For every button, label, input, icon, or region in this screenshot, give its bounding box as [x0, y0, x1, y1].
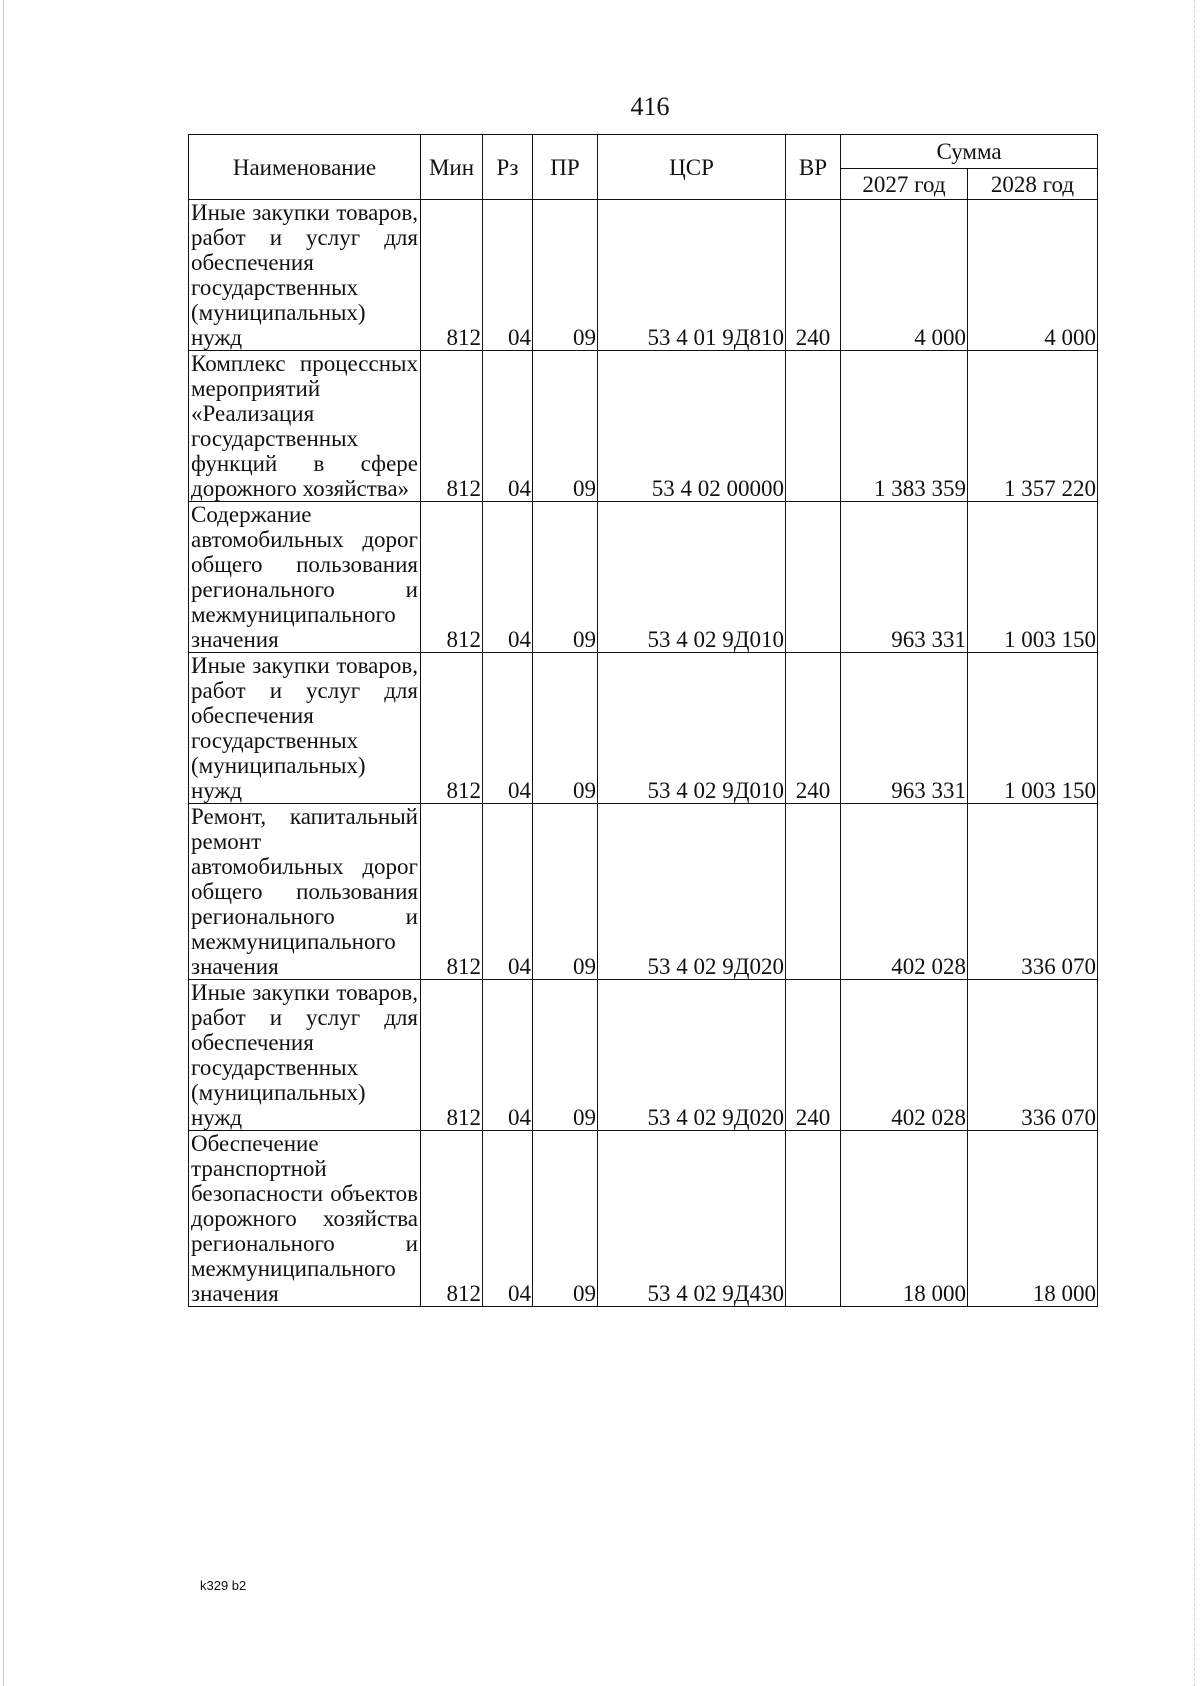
row-csr: 53 4 02 9Д020 [598, 980, 786, 1131]
header-pr: ПР [533, 135, 598, 200]
row-rz: 04 [483, 200, 533, 351]
table-row [189, 804, 1098, 980]
table-header [189, 135, 1098, 200]
row-min: 812 [421, 653, 483, 804]
row-vr [786, 502, 841, 653]
row-vr [786, 804, 841, 980]
row-min: 812 [421, 980, 483, 1131]
scan-right-edge [1194, 0, 1195, 1686]
row-sum-2028: 336 070 [968, 980, 1098, 1131]
row-pr: 09 [533, 200, 598, 351]
row-csr: 53 4 02 00000 [598, 351, 786, 502]
table-row [189, 502, 1098, 653]
row-sum-2028: 1 003 150 [968, 502, 1098, 653]
row-rz: 04 [483, 351, 533, 502]
row-name: Ремонт, капитальный ремонт автомобильных дорог общего пользования регионального и межмуниципального значения [189, 804, 421, 980]
row-sum-2027: 402 028 [841, 804, 968, 980]
row-name: Комплекс процессных мероприятий «Реализация государственных функций в сфере дорожного хозяйства» [189, 351, 421, 502]
header-year-2028: 2028 год [968, 169, 1098, 200]
row-pr: 09 [533, 502, 598, 653]
row-sum-2028: 4 000 [968, 200, 1098, 351]
row-pr: 09 [533, 351, 598, 502]
row-sum-2027: 4 000 [841, 200, 968, 351]
row-rz: 04 [483, 804, 533, 980]
header-sum: Сумма [841, 135, 1098, 169]
table-row [189, 351, 1098, 502]
header-min: Мин [421, 135, 483, 200]
row-sum-2028: 336 070 [968, 804, 1098, 980]
row-sum-2027: 1 383 359 [841, 351, 968, 502]
row-pr: 09 [533, 980, 598, 1131]
row-vr: 240 [786, 200, 841, 351]
row-min: 812 [421, 804, 483, 980]
row-csr: 53 4 01 9Д810 [598, 200, 786, 351]
row-csr: 53 4 02 9Д020 [598, 804, 786, 980]
table-row [189, 653, 1098, 804]
row-name: Иные закупки товаров, работ и услуг для обеспечения государственных (муниципальных) нужд [189, 653, 421, 804]
header-rz: Рз [483, 135, 533, 200]
header-csr: ЦСР [598, 135, 786, 200]
budget-table [188, 134, 1098, 1307]
row-name: Содержание автомобильных дорог общего пользования регионального и межмуниципального значения [189, 502, 421, 653]
row-rz: 04 [483, 1131, 533, 1307]
table-row [189, 980, 1098, 1131]
row-min: 812 [421, 200, 483, 351]
row-min: 812 [421, 351, 483, 502]
table-row [189, 200, 1098, 351]
row-pr: 09 [533, 653, 598, 804]
row-vr [786, 1131, 841, 1307]
document-code: k329 b2 [200, 1578, 247, 1593]
header-vr: ВР [786, 135, 841, 200]
scan-left-edge [3, 0, 4, 1686]
row-sum-2027: 963 331 [841, 502, 968, 653]
table-body [189, 200, 1098, 1307]
row-pr: 09 [533, 804, 598, 980]
row-csr: 53 4 02 9Д010 [598, 653, 786, 804]
row-csr: 53 4 02 9Д430 [598, 1131, 786, 1307]
row-csr: 53 4 02 9Д010 [598, 502, 786, 653]
row-name: Иные закупки товаров, работ и услуг для обеспечения государственных (муниципальных) нужд [189, 200, 421, 351]
row-rz: 04 [483, 502, 533, 653]
row-sum-2027: 402 028 [841, 980, 968, 1131]
page-number: 416 [630, 92, 670, 121]
row-min: 812 [421, 1131, 483, 1307]
row-rz: 04 [483, 653, 533, 804]
row-min: 812 [421, 502, 483, 653]
row-sum-2028: 1 003 150 [968, 653, 1098, 804]
row-name: Обеспечение транспортной безопасности объектов дорожного хозяйства регионального и межмуниципального значения [189, 1131, 421, 1307]
table-row [189, 1131, 1098, 1307]
row-rz: 04 [483, 980, 533, 1131]
row-sum-2027: 18 000 [841, 1131, 968, 1307]
row-sum-2028: 18 000 [968, 1131, 1098, 1307]
row-sum-2027: 963 331 [841, 653, 968, 804]
row-vr: 240 [786, 980, 841, 1131]
header-name: Наименование [189, 135, 421, 200]
row-vr: 240 [786, 653, 841, 804]
row-sum-2028: 1 357 220 [968, 351, 1098, 502]
row-vr [786, 351, 841, 502]
row-pr: 09 [533, 1131, 598, 1307]
row-name: Иные закупки товаров, работ и услуг для обеспечения государственных (муниципальных) нужд [189, 980, 421, 1131]
header-year-2027: 2027 год [841, 169, 968, 200]
